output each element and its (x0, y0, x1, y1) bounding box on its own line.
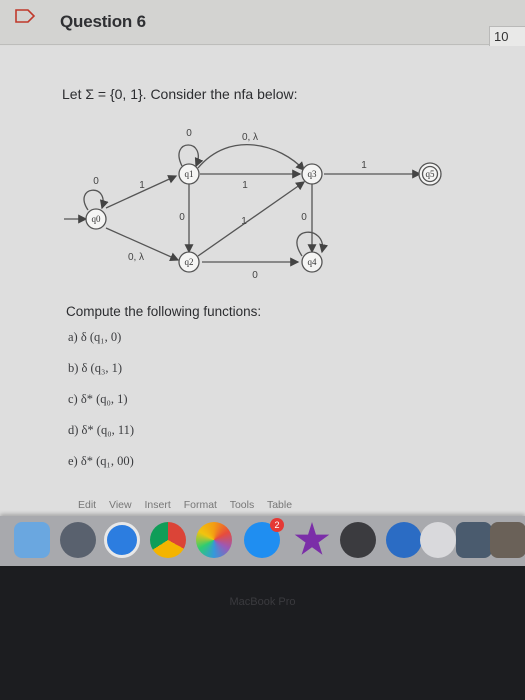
part-d: d) δ* (q₀, 11) (68, 423, 135, 437)
nfa-diagram (60, 116, 460, 291)
launchpad-icon[interactable] (60, 522, 96, 558)
edge-label-q0-loop: 0 (93, 176, 99, 187)
edge-label-q3-q4: 0 (301, 212, 307, 223)
edge-label-q3-q5: 1 (361, 160, 367, 171)
part-b: b) δ (q₃, 1) (68, 361, 122, 375)
intro-text: Let Σ = {0, 1}. Consider the nfa below: (62, 86, 298, 102)
bezel-label: MacBook Pro (229, 596, 296, 608)
itunes-icon[interactable] (340, 522, 376, 558)
network-icon[interactable] (420, 522, 456, 558)
chrome-icon[interactable] (150, 522, 186, 558)
notification-badge: 2 (270, 518, 284, 532)
edge-label-q0-q1: 1 (139, 180, 145, 191)
state-label-q0: q0 (91, 214, 101, 224)
points-box: 10 (489, 26, 525, 48)
menu-edit[interactable]: Edit (78, 499, 97, 511)
part-e: e) δ* (q₁, 00) (68, 454, 134, 468)
menu-view[interactable]: View (109, 499, 132, 511)
state-label-q2: q2 (184, 257, 194, 267)
menu-insert[interactable]: Insert (144, 499, 171, 511)
finder-icon[interactable] (14, 522, 50, 558)
photos-icon[interactable] (196, 522, 232, 558)
edge-label-q1-loop: 0 (186, 128, 192, 139)
state-label-q5: q5 (425, 169, 435, 179)
editor-menubar (78, 499, 302, 511)
flag-icon[interactable] (14, 8, 36, 24)
imovie-icon[interactable] (294, 522, 330, 558)
menu-table[interactable]: Table (266, 499, 293, 511)
edge-label-q2-q3: 1 (241, 216, 247, 227)
edge-label-q2-q4: 0 (252, 270, 258, 281)
part-a: a) δ (q₁, 0) (68, 330, 122, 344)
edge-label-q1-q3-straight: 1 (242, 180, 248, 191)
app-store-icon[interactable] (244, 522, 280, 558)
question-title: Question 6 (60, 12, 146, 31)
automator-icon[interactable] (490, 522, 525, 558)
menu-tools[interactable]: Tools (229, 499, 255, 511)
safari-icon[interactable] (104, 522, 140, 558)
state-label-q4: q4 (307, 257, 317, 267)
system-preferences-icon[interactable] (386, 522, 422, 558)
state-label-q1: q1 (184, 169, 194, 179)
question-body (0, 46, 525, 520)
edge-label-q1-q3: 0, λ (241, 132, 259, 143)
parts-list (68, 330, 134, 485)
edge-label-q1-q2: 0 (179, 212, 185, 223)
part-c: c) δ* (q₀, 1) (68, 392, 128, 406)
compute-label: Compute the following functions: (66, 304, 262, 319)
state-label-q3: q3 (307, 169, 317, 179)
question-header (0, 0, 525, 45)
preview-icon[interactable] (456, 522, 492, 558)
dock (0, 516, 525, 566)
edge-label-q0-q2: 0, λ (127, 252, 145, 263)
menu-format[interactable]: Format (183, 499, 217, 511)
